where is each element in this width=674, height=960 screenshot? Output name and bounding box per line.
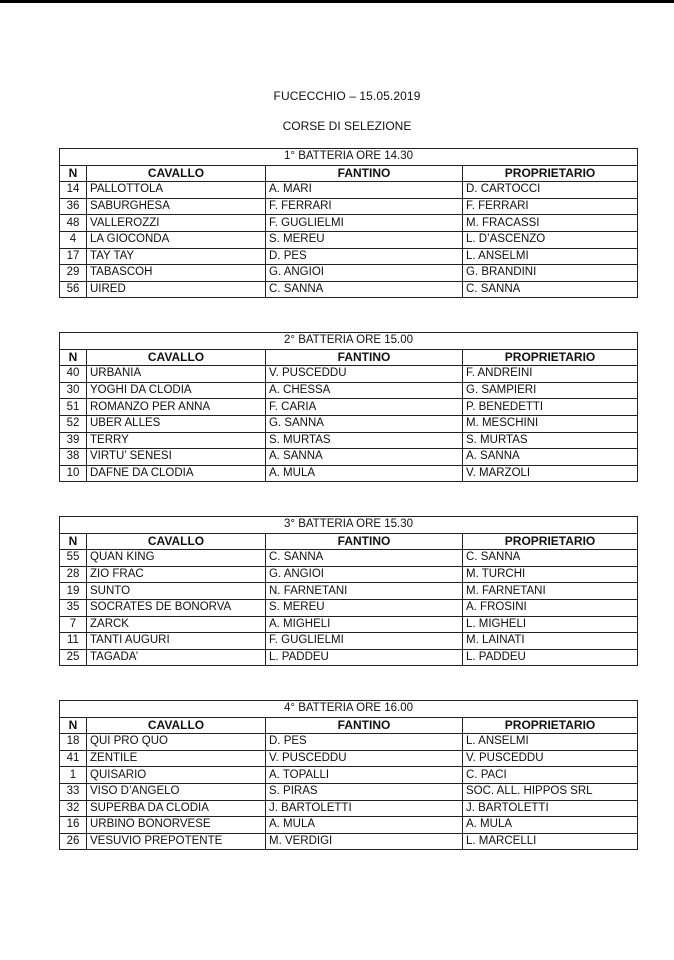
jockey-name: L. PADDEU	[266, 649, 463, 666]
jockey-name: A. MARI	[266, 182, 463, 199]
document-title: FUCECCHIO – 15.05.2019	[273, 89, 421, 103]
jockey-name: C. SANNA	[266, 550, 463, 567]
column-header-owner: PROPRIETARIO	[463, 533, 638, 550]
horse-number: 16	[60, 817, 87, 834]
horse-name: VIRTU’ SENESI	[87, 449, 266, 466]
horse-number: 40	[60, 366, 87, 383]
horse-number: 14	[60, 182, 87, 199]
table-row	[60, 366, 638, 383]
horse-number: 28	[60, 566, 87, 583]
jockey-name: S. MEREU	[266, 599, 463, 616]
horse-number: 51	[60, 399, 87, 416]
table-row	[60, 382, 638, 399]
column-header-n: N	[60, 165, 87, 182]
owner-name: G. BRANDINI	[463, 265, 638, 282]
heat-caption: 4° BATTERIA ORE 16.00	[60, 701, 638, 718]
owner-name: M. LAINATI	[463, 633, 638, 650]
horse-name: ZIO FRAC	[87, 566, 266, 583]
column-header-n: N	[60, 717, 87, 734]
table-row	[60, 215, 638, 232]
horse-number: 56	[60, 281, 87, 298]
owner-name: F. FERRARI	[463, 198, 638, 215]
jockey-name: V. PUSCEDDU	[266, 366, 463, 383]
horse-name: QUISARIO	[87, 767, 266, 784]
table-row	[60, 566, 638, 583]
owner-name: M. MESCHINI	[463, 415, 638, 432]
table-row	[60, 800, 638, 817]
column-header-horse: CAVALLO	[87, 165, 266, 182]
heat-table-4	[59, 700, 638, 850]
horse-name: TAGADA’	[87, 649, 266, 666]
table-row	[60, 198, 638, 215]
jockey-name: S. PIRAS	[266, 783, 463, 800]
owner-name: J. BARTOLETTI	[463, 800, 638, 817]
table-row	[60, 399, 638, 416]
owner-name: G. SAMPIERI	[463, 382, 638, 399]
owner-name: M. FARNETANI	[463, 583, 638, 600]
jockey-name: F. GUGLIELMI	[266, 633, 463, 650]
horse-number: 39	[60, 432, 87, 449]
jockey-name: C. SANNA	[266, 281, 463, 298]
horse-number: 55	[60, 550, 87, 567]
horse-number: 32	[60, 800, 87, 817]
top-border-bar	[0, 0, 674, 3]
column-header-jockey: FANTINO	[266, 165, 463, 182]
heat-table-3	[59, 516, 638, 666]
column-header-horse: CAVALLO	[87, 717, 266, 734]
jockey-name: S. MURTAS	[266, 432, 463, 449]
horse-name: ZENTILE	[87, 750, 266, 767]
jockey-name: A. MULA	[266, 817, 463, 834]
horse-number: 29	[60, 265, 87, 282]
owner-name: V. MARZOLI	[463, 465, 638, 482]
horse-number: 7	[60, 616, 87, 633]
horse-name: SOCRATES DE BONORVA	[87, 599, 266, 616]
owner-name: SOC. ALL. HIPPOS SRL	[463, 783, 638, 800]
horse-number: 36	[60, 198, 87, 215]
column-header-jockey: FANTINO	[266, 717, 463, 734]
horse-name: URBINO BONORVESE	[87, 817, 266, 834]
horse-name: SABURGHESA	[87, 198, 266, 215]
horse-number: 19	[60, 583, 87, 600]
table-row	[60, 767, 638, 784]
horse-name: VALLEROZZI	[87, 215, 266, 232]
horse-number: 52	[60, 415, 87, 432]
horse-name: UIRED	[87, 281, 266, 298]
table-row	[60, 231, 638, 248]
owner-name: L. ANSELMI	[463, 734, 638, 751]
jockey-name: A. MULA	[266, 465, 463, 482]
table-row	[60, 817, 638, 834]
table-row	[60, 833, 638, 850]
horse-name: YOGHI DA CLODIA	[87, 382, 266, 399]
table-row	[60, 248, 638, 265]
owner-name: V. PUSCEDDU	[463, 750, 638, 767]
column-header-row	[60, 349, 638, 366]
jockey-name: G. ANGIOI	[266, 566, 463, 583]
owner-name: D. CARTOCCI	[463, 182, 638, 199]
jockey-name: M. VERDIGI	[266, 833, 463, 850]
table-row	[60, 649, 638, 666]
horse-number: 11	[60, 633, 87, 650]
heat-caption: 1° BATTERIA ORE 14.30	[60, 149, 638, 166]
owner-name: L. MIGHELI	[463, 616, 638, 633]
jockey-name: J. BARTOLETTI	[266, 800, 463, 817]
owner-name: P. BENEDETTI	[463, 399, 638, 416]
horse-number: 26	[60, 833, 87, 850]
horse-name: ROMANZO PER ANNA	[87, 399, 266, 416]
table-row	[60, 182, 638, 199]
table-row	[60, 281, 638, 298]
horse-number: 33	[60, 783, 87, 800]
column-header-n: N	[60, 533, 87, 550]
heat-caption-row	[60, 333, 638, 350]
owner-name: C. SANNA	[463, 550, 638, 567]
table-row	[60, 432, 638, 449]
horse-number: 35	[60, 599, 87, 616]
horse-number: 4	[60, 231, 87, 248]
jockey-name: G. SANNA	[266, 415, 463, 432]
column-header-owner: PROPRIETARIO	[463, 165, 638, 182]
jockey-name: F. GUGLIELMI	[266, 215, 463, 232]
jockey-name: F. FERRARI	[266, 198, 463, 215]
column-header-horse: CAVALLO	[87, 533, 266, 550]
horse-name: VESUVIO PREPOTENTE	[87, 833, 266, 850]
owner-name: A. MULA	[463, 817, 638, 834]
owner-name: L. ANSELMI	[463, 248, 638, 265]
jockey-name: A. CHESSA	[266, 382, 463, 399]
jockey-name: S. MEREU	[266, 231, 463, 248]
table-row	[60, 750, 638, 767]
horse-number: 10	[60, 465, 87, 482]
jockey-name: G. ANGIOI	[266, 265, 463, 282]
owner-name: S. MURTAS	[463, 432, 638, 449]
column-header-row	[60, 165, 638, 182]
horse-name: LA GIOCONDA	[87, 231, 266, 248]
table-row	[60, 550, 638, 567]
jockey-name: V. PUSCEDDU	[266, 750, 463, 767]
owner-name: C. SANNA	[463, 281, 638, 298]
table-row	[60, 465, 638, 482]
heat-caption-row	[60, 517, 638, 534]
owner-name: L. D’ASCENZO	[463, 231, 638, 248]
column-header-owner: PROPRIETARIO	[463, 349, 638, 366]
heat-caption-row	[60, 149, 638, 166]
table-row	[60, 734, 638, 751]
horse-name: PALLOTTOLA	[87, 182, 266, 199]
jockey-name: D. PES	[266, 734, 463, 751]
table-row	[60, 599, 638, 616]
owner-name: F. ANDREINI	[463, 366, 638, 383]
horse-number: 38	[60, 449, 87, 466]
column-header-owner: PROPRIETARIO	[463, 717, 638, 734]
table-row	[60, 415, 638, 432]
horse-number: 25	[60, 649, 87, 666]
heat-table-1	[59, 148, 638, 298]
horse-name: DAFNE DA CLODIA	[87, 465, 266, 482]
document-subtitle: CORSE DI SELEZIONE	[282, 119, 412, 133]
horse-name: UBER ALLES	[87, 415, 266, 432]
horse-name: TERRY	[87, 432, 266, 449]
column-header-jockey: FANTINO	[266, 349, 463, 366]
horse-name: VISO D’ANGELO	[87, 783, 266, 800]
horse-name: ZARCK	[87, 616, 266, 633]
heat-caption: 3° BATTERIA ORE 15.30	[60, 517, 638, 534]
owner-name: M. FRACASSI	[463, 215, 638, 232]
column-header-horse: CAVALLO	[87, 349, 266, 366]
heat-caption: 2° BATTERIA ORE 15.00	[60, 333, 638, 350]
jockey-name: A. TOPALLI	[266, 767, 463, 784]
heat-table-2	[59, 332, 638, 482]
horse-number: 1	[60, 767, 87, 784]
table-row	[60, 583, 638, 600]
horse-number: 41	[60, 750, 87, 767]
owner-name: L. MARCELLI	[463, 833, 638, 850]
horse-name: TABASCOH	[87, 265, 266, 282]
table-row	[60, 633, 638, 650]
table-row	[60, 449, 638, 466]
column-header-jockey: FANTINO	[266, 533, 463, 550]
horse-number: 18	[60, 734, 87, 751]
column-header-row	[60, 533, 638, 550]
table-row	[60, 265, 638, 282]
jockey-name: D. PES	[266, 248, 463, 265]
horse-number: 48	[60, 215, 87, 232]
horse-number: 30	[60, 382, 87, 399]
horse-number: 17	[60, 248, 87, 265]
owner-name: M. TURCHI	[463, 566, 638, 583]
owner-name: L. PADDEU	[463, 649, 638, 666]
jockey-name: N. FARNETANI	[266, 583, 463, 600]
owner-name: C. PACI	[463, 767, 638, 784]
horse-name: URBANIA	[87, 366, 266, 383]
column-header-n: N	[60, 349, 87, 366]
column-header-row	[60, 717, 638, 734]
horse-name: SUPERBA DA CLODIA	[87, 800, 266, 817]
heat-caption-row	[60, 701, 638, 718]
jockey-name: A. MIGHELI	[266, 616, 463, 633]
owner-name: A. SANNA	[463, 449, 638, 466]
horse-name: TAY TAY	[87, 248, 266, 265]
jockey-name: F. CARIA	[266, 399, 463, 416]
table-row	[60, 616, 638, 633]
jockey-name: A. SANNA	[266, 449, 463, 466]
horse-name: SUNTO	[87, 583, 266, 600]
horse-name: QUI PRO QUO	[87, 734, 266, 751]
horse-name: TANTI AUGURI	[87, 633, 266, 650]
horse-name: QUAN KING	[87, 550, 266, 567]
table-row	[60, 783, 638, 800]
owner-name: A. FROSINI	[463, 599, 638, 616]
